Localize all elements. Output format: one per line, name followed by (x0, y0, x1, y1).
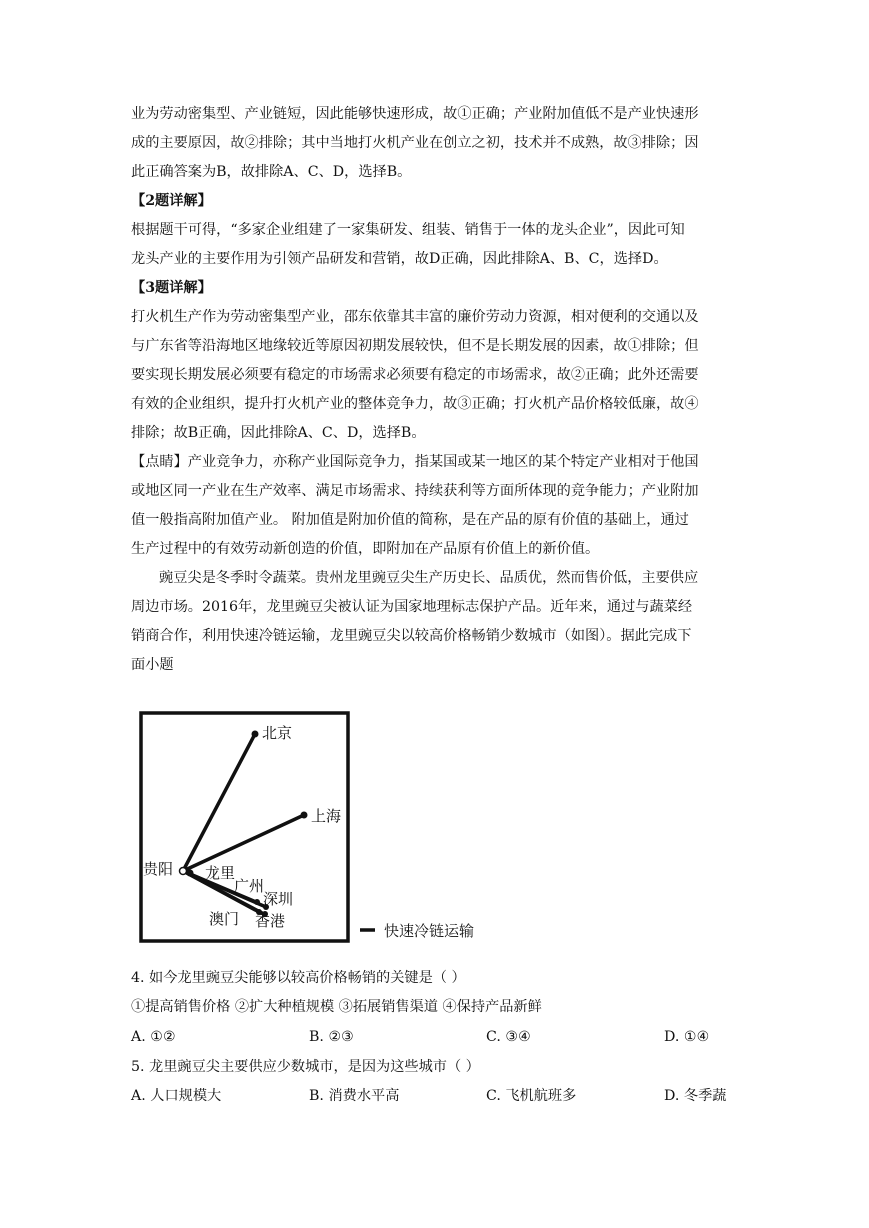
option-a: A. 人口规模大 (131, 1088, 222, 1104)
paragraph-line: 业为劳动密集型、产业链短，因此能够快速形成，故①正确；产业附加值低不是产业快速形 (131, 106, 699, 122)
paragraph-line: 或地区同一产业在生产效率、满足市场需求、持续获利等方面所体现的竞争能力；产业附加 (131, 483, 699, 499)
option-c: C. 飞机航班多 (486, 1088, 577, 1104)
paragraph-line: 有效的企业组织，提升打火机产业的整体竞争力，故③正确；打火机产品价格较低廉，故④ (131, 396, 699, 412)
label-shanghai: 上海 (311, 807, 342, 825)
question-5-options (131, 1086, 741, 1106)
guiyang-dot (180, 868, 187, 875)
paragraph-line: 【点睛】产业竞争力，亦称产业国际竞争力，指某国或某一地区的某个特定产业相对于他国 (131, 454, 699, 470)
option-d: D. ①④ (664, 1029, 710, 1045)
paragraph-line: 龙头产业的主要作用为引领产品研发和营销，故D正确，因此排除A、B、C，选择D。 (131, 251, 668, 267)
paragraph-line: 与广东省等沿海地区地缘较近等原因初期发展较快，但不是长期发展的因素，故①排除；但 (131, 338, 699, 354)
paragraph-line: 值一般指高附加值产业。 附加值是附加价值的简称，是在产品的原有价值的基础上，通过 (131, 512, 689, 528)
paragraph-line: 此正确答案为B，故排除A、C、D，选择B。 (131, 164, 412, 180)
cold-chain-map (139, 711, 499, 951)
label-guiyang: 贵阳 (143, 860, 174, 878)
paragraph-line: 打火机生产作为劳动密集型产业，邵东依靠其丰富的廉价劳动力资源，相对便利的交通以及 (131, 309, 699, 325)
label-beijing: 北京 (262, 724, 293, 742)
section-heading: 【2题详解】 (131, 193, 212, 209)
paragraph-line: 豌豆尖是冬季时令蔬菜。贵州龙里豌豆尖生产历史长、品质优，然而售价低，主要供应 (159, 570, 699, 586)
label-guangzhou: 广州 (234, 877, 265, 895)
option-c: C. ③④ (486, 1029, 531, 1045)
route-beijing (183, 734, 255, 871)
label-longli: 龙里 (205, 864, 236, 882)
paragraph-line: 要实现长期发展必须要有稳定的市场需求必须要有稳定的市场需求，故②正确；此外还需要 (131, 367, 699, 383)
question-4-stem: 4. 如今龙里豌豆尖能够以较高价格畅销的关键是（ ） (131, 970, 466, 986)
question-4-options (131, 1027, 741, 1047)
question-4-statements: ①提高销售价格 ②扩大种植规模 ③拓展销售渠道 ④保持产品新鲜 (131, 999, 542, 1015)
paragraph-line: 根据题干可得，“多家企业组建了一家集研发、组装、销售于一体的龙头企业”，因此可知 (131, 222, 685, 238)
guangzhou-dot (254, 899, 260, 905)
paragraph-line: 面小题 (131, 657, 174, 673)
beijing-dot (252, 731, 259, 738)
label-hongkong: 香港 (255, 912, 286, 930)
shanghai-dot (301, 812, 308, 819)
map-frame (141, 713, 348, 941)
label-shenzhen: 深圳 (263, 890, 294, 908)
route-shanghai (183, 815, 304, 871)
paragraph-line: 成的主要原因，故②排除；其中当地打火机产业在创立之初，技术并不成熟，故③排除；因 (131, 135, 699, 151)
option-b: B. ②③ (309, 1029, 354, 1045)
paragraph-line: 周边市场。2016年，龙里豌豆尖被认证为国家地理标志保护产品。近年来，通过与蔬菜经 (131, 599, 693, 615)
option-b: B. 消费水平高 (309, 1088, 400, 1104)
label-macau: 澳门 (209, 910, 240, 928)
section-heading: 【3题详解】 (131, 280, 212, 296)
paragraph-line: 生产过程中的有效劳动新创造的价值，即附加在产品原有价值上的新价值。 (131, 541, 600, 557)
longli-dot (187, 870, 194, 877)
legend-label: 快速冷链运输 (384, 922, 475, 940)
option-a: A. ①② (131, 1029, 176, 1045)
question-5-stem: 5. 龙里豌豆尖主要供应少数城市，是因为这些城市（ ） (131, 1059, 480, 1075)
paragraph-line: 排除；故B正确，因此排除A、C、D，选择B。 (131, 425, 426, 441)
option-d: D. 冬季蔬 (664, 1088, 727, 1104)
paragraph-line: 销商合作，利用快速冷链运输，龙里豌豆尖以较高价格畅销少数城市（如图）。据此完成下 (131, 628, 692, 644)
